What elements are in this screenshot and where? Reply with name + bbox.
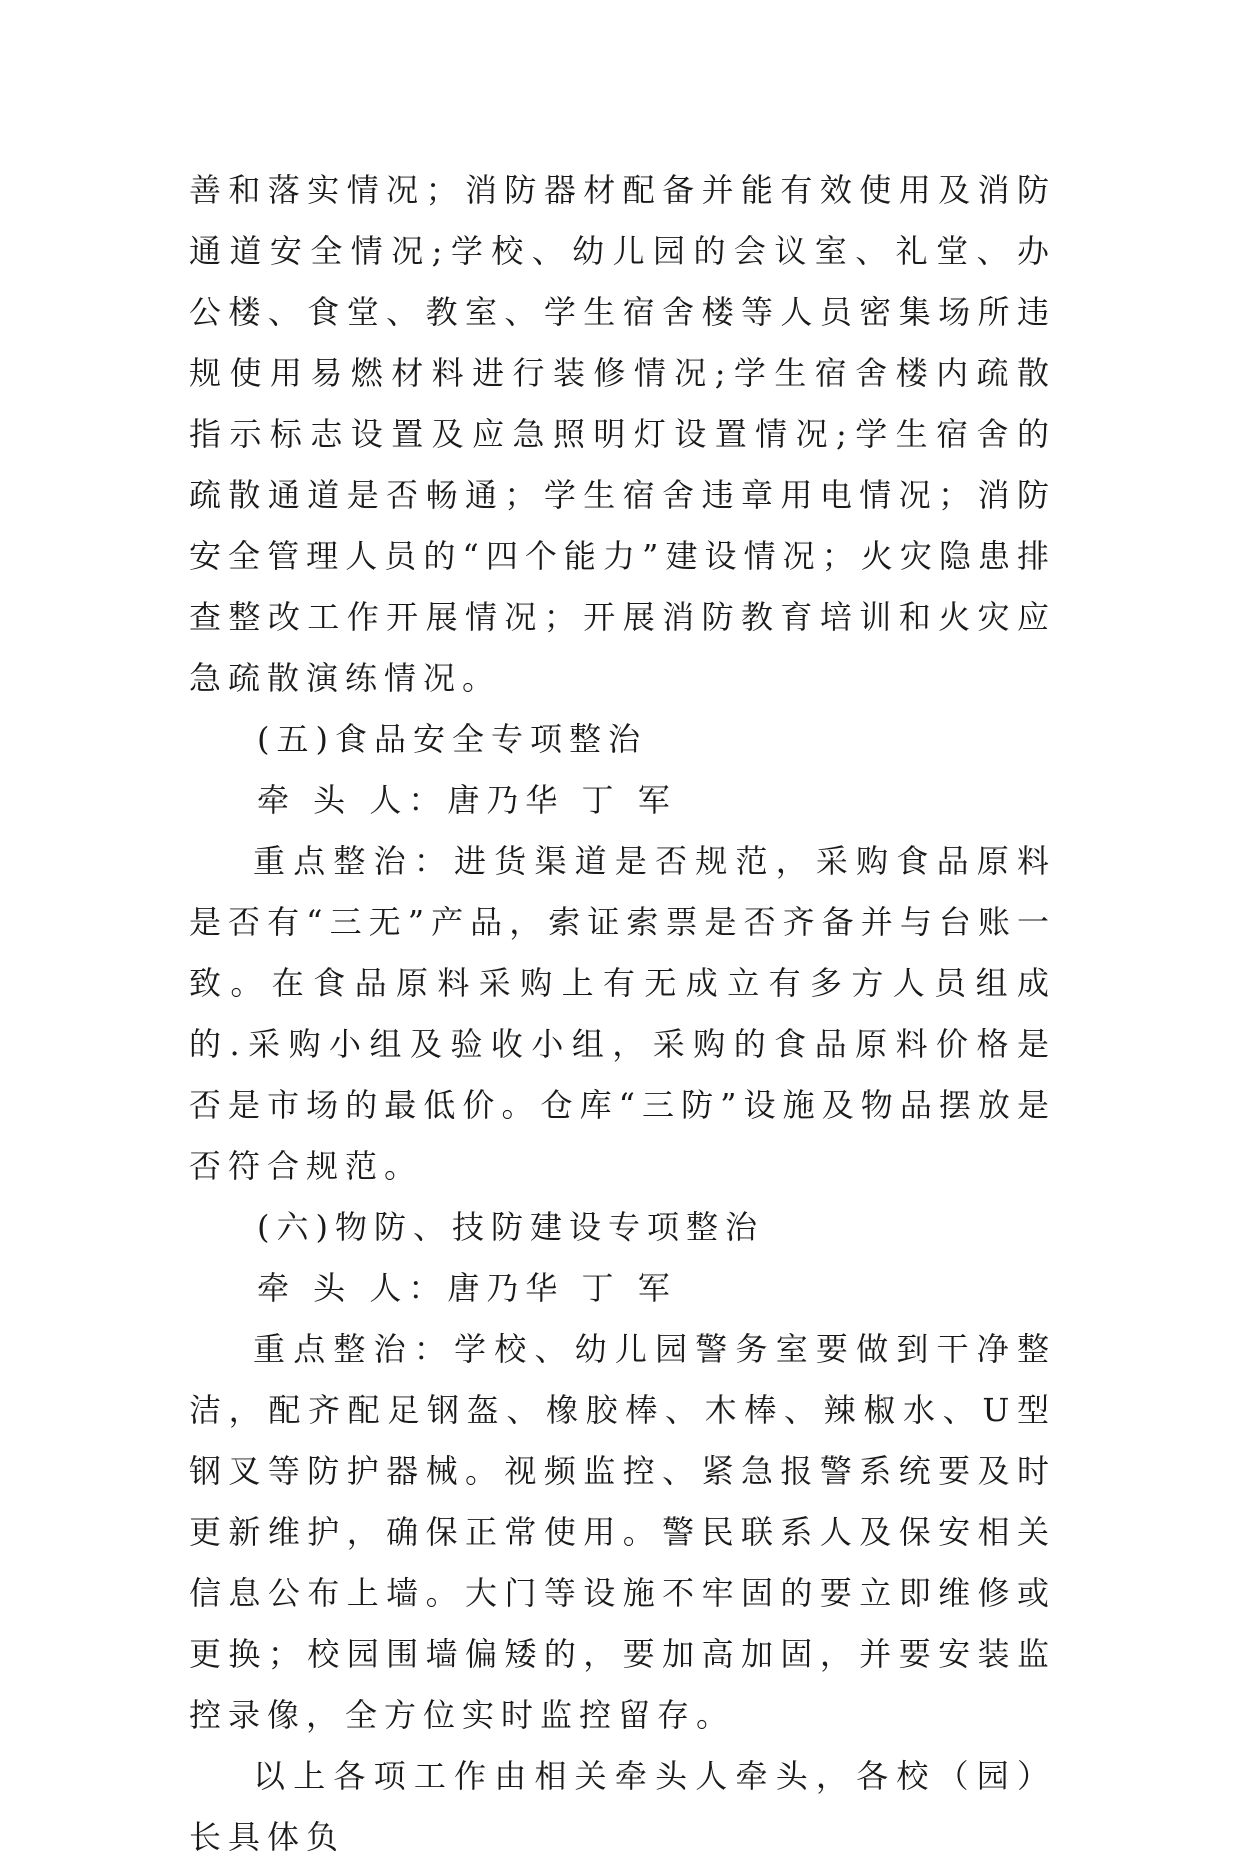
section-6-heading: (六)物防、技防建设专项整治: [257, 1208, 764, 1246]
closing-paragraph: 以上各项工作由相关牵头人牵头，各校（园）长具体负: [189, 1757, 1056, 1856]
section-5-lead-label: 牵 头 人：: [257, 781, 448, 819]
section-6-lead-label: 牵 头 人：: [257, 1269, 448, 1307]
fire-safety-paragraph: 善和落实情况；消防器材配备并能有效使用及消防通道安全情况;学校、幼儿园的会议室、礼堂、办公楼、食堂、教室、学生宿舍楼等人员密集场所违规使用易燃材料进行装修情况;学生宿舍楼内疏散指示标志设置及应急照明灯设置情况;学生宿舍的疏散通道是否畅通；学生宿舍违章用电情况；消防安全管理人员的“四个能力”建设情况；火灾隐患排查整改工作开展情况；开展消防教育培训和火灾应急疏散演练情况。: [189, 171, 1056, 697]
section-6-lead-names: 唐乃华 丁 军: [447, 1269, 677, 1307]
section-5-focus-paragraph: 重点整治：进货渠道是否规范，采购食品原料是否有“三无”产品，索证索票是否齐备并与台账一致。在食品原料采购上有无成立有多方人员组成的.采购小组及验收小组，采购的食品原料价格是否是市场的最低价。仓库“三防”设施及物品摆放是否符合规范。: [189, 842, 1056, 1185]
section-5-heading: (五)食品安全专项整治: [257, 720, 647, 758]
section-6-lead-line: [189, 1258, 1056, 1319]
section-5-lead-line: [189, 770, 1056, 831]
section-6-focus-paragraph: 重点整治：学校、幼儿园警务室要做到干净整洁，配齐配足钢盔、橡胶棒、木棒、辣椒水、U型钢叉等防护器械。视频监控、紧急报警系统要及时更新维护，确保正常使用。警民联系人及保安相关信息公布上墙。大门等设施不牢固的要立即维修或更换；校园围墙偏矮的，要加高加固，并要安装监控录像，全方位实时监控留存。: [189, 1330, 1056, 1734]
section-5-lead-names: 唐乃华 丁 军: [447, 781, 677, 819]
document-body: [189, 160, 1056, 1868]
